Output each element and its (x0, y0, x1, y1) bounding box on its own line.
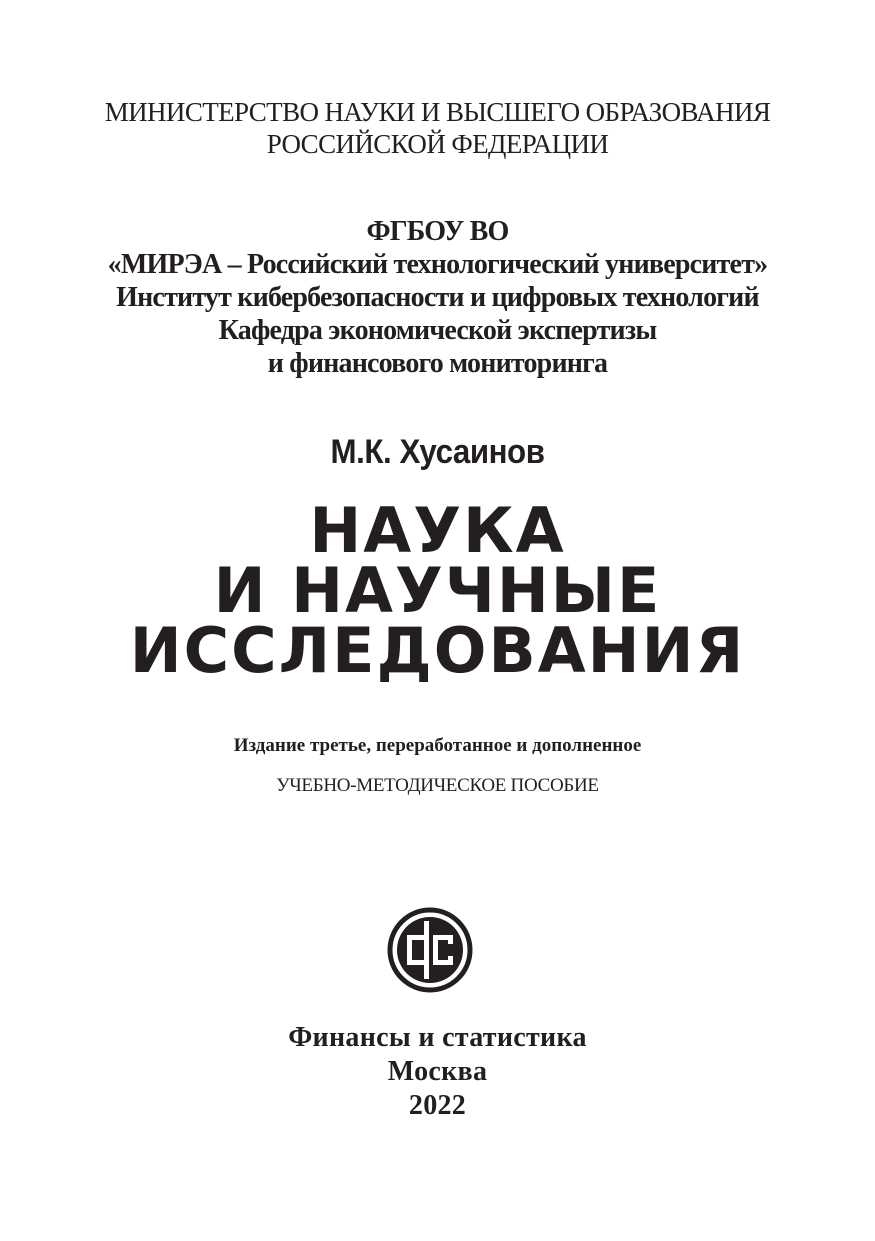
institution-line-1: ФГБОУ ВО (366, 216, 509, 247)
institution-line-5: и финансового мониторинга (267, 348, 608, 379)
document-type: УЧЕБНО-МЕТОДИЧЕСКОЕ ПОСОБИЕ (276, 775, 599, 796)
publication-year: 2022 (408, 1090, 467, 1121)
book-title-line-3: ИССЛЕДОВАНИЯ (129, 614, 746, 687)
book-title-line-2: И НАУЧНЫЕ (213, 554, 662, 627)
publisher-city: Москва (387, 1056, 488, 1087)
publisher-logo-icon (387, 907, 473, 993)
institution-line-3: Институт кибербезопасности и цифровых технологий (116, 282, 759, 313)
institution-line-2: «МИРЭА – Российский технологический университет» (107, 249, 768, 280)
author-name: М.К. Хусаинов (330, 433, 545, 471)
ministry-line-2: РОССИЙСКОЙ ФЕДЕРАЦИИ (266, 129, 609, 159)
book-title-line-1: НАУКА (309, 494, 566, 567)
ministry-line-1: МИНИСТЕРСТВО НАУКИ И ВЫСШЕГО ОБРАЗОВАНИЯ (104, 97, 771, 127)
institution-line-4: Кафедра экономической экспертизы (218, 315, 657, 346)
publisher-name: Финансы и статистика (288, 1022, 587, 1053)
edition-note: Издание третье, переработанное и дополненное (233, 735, 642, 756)
